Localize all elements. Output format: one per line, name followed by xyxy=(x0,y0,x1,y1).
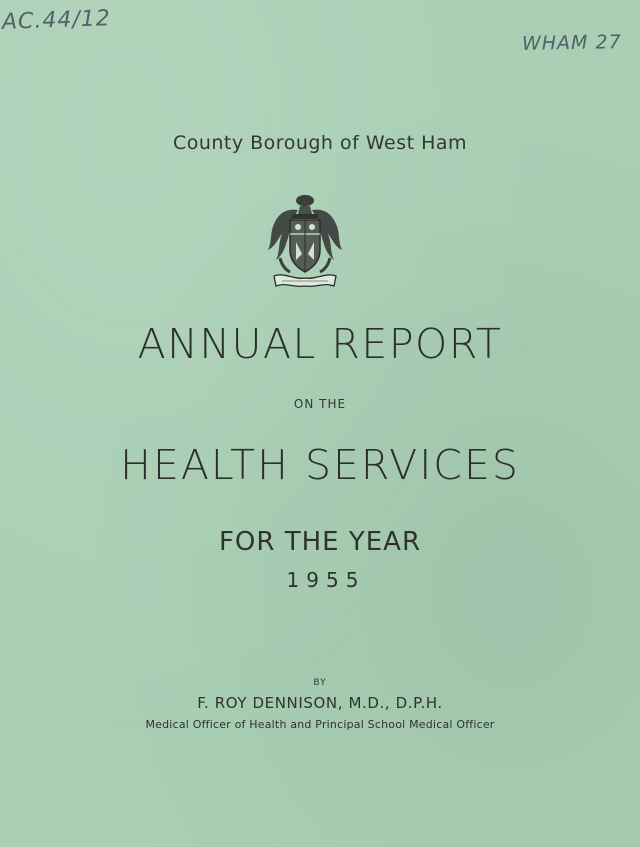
author-name: F. ROY DENNISON, M.D., D.P.H. xyxy=(197,694,443,712)
report-year: 1955 xyxy=(286,568,366,592)
title-connector: ON THE xyxy=(293,397,347,411)
author-role: Medical Officer of Health and Principal School Medical Officer xyxy=(145,718,495,731)
report-title: ANNUAL REPORT xyxy=(137,320,503,368)
period-label: FOR THE YEAR xyxy=(218,527,422,557)
by-label: BY xyxy=(313,678,327,688)
coat-of-arms-icon xyxy=(264,194,346,290)
archive-reference-left: AC.44/12 xyxy=(1,6,112,35)
report-subject: HEALTH SERVICES xyxy=(120,441,520,489)
archive-reference-right: WHAM 27 xyxy=(522,31,623,55)
issuing-authority: County Borough of West Ham xyxy=(172,132,468,154)
